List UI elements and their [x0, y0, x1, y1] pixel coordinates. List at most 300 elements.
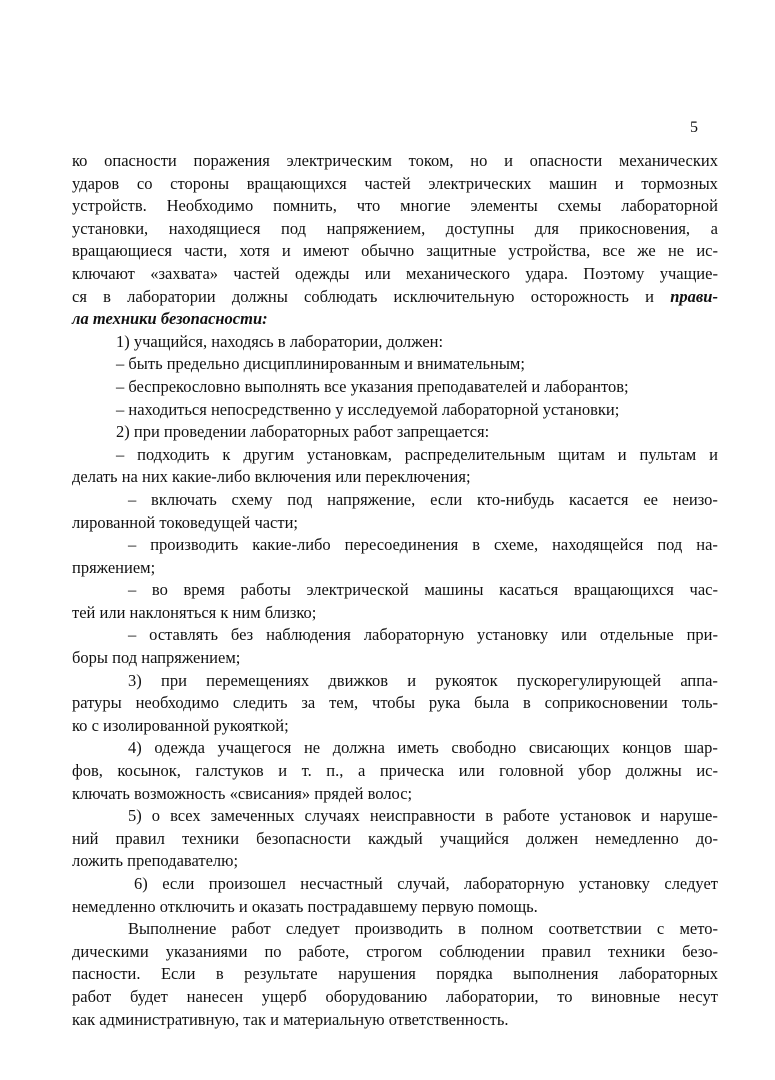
- word: час-: [689, 580, 718, 600]
- word: в: [472, 535, 481, 555]
- word: защитные: [426, 241, 497, 261]
- word: исследуемой: [347, 399, 442, 419]
- text-line: [72, 963, 718, 986]
- word: головной: [499, 761, 564, 781]
- word: –: [116, 444, 125, 464]
- word: техники: [181, 828, 240, 848]
- word: оставлять: [149, 625, 219, 645]
- word: если: [430, 489, 463, 509]
- text-line: [72, 579, 718, 602]
- word: под: [281, 218, 306, 238]
- word: ним: [232, 602, 265, 622]
- word: одежда: [154, 738, 205, 758]
- word: на-: [696, 535, 718, 555]
- word: при: [133, 422, 164, 442]
- word: нарушения: [338, 964, 416, 984]
- word: установки,: [72, 218, 149, 238]
- word: для: [534, 218, 559, 238]
- word: о: [151, 806, 161, 826]
- word: свисающих: [528, 738, 610, 758]
- word: следить: [232, 693, 288, 713]
- text-line: [72, 918, 718, 941]
- word: без: [230, 625, 254, 645]
- word: должна: [332, 738, 385, 758]
- word: случаях: [304, 806, 360, 826]
- word: фов,: [72, 761, 103, 781]
- word: подходить: [137, 444, 210, 464]
- word: административную,: [99, 1009, 244, 1029]
- word: оказать: [251, 896, 308, 916]
- word: близко;: [264, 602, 317, 622]
- word: отключить: [159, 896, 239, 916]
- word: лаборатории,: [289, 331, 387, 351]
- word: оборудованию: [325, 986, 428, 1006]
- text-line: [72, 308, 718, 331]
- word: –: [128, 535, 137, 555]
- text-line: [72, 218, 718, 241]
- text-line: [72, 647, 718, 670]
- word: произошел: [208, 874, 286, 893]
- word: устройств.: [72, 196, 147, 216]
- word: безо-: [682, 941, 718, 961]
- word: электрическим: [286, 151, 392, 170]
- word: 1): [116, 331, 134, 351]
- text-line: [72, 173, 718, 196]
- word: поражения: [193, 151, 270, 170]
- word: техники: [608, 941, 666, 961]
- text-line: [72, 670, 718, 693]
- word: пультам: [639, 444, 697, 464]
- word: вращающиеся: [72, 241, 172, 261]
- word: с: [91, 715, 104, 735]
- word: шар-: [684, 738, 718, 758]
- word: ко: [72, 151, 88, 170]
- text-line: [72, 557, 718, 580]
- word: обычно: [361, 241, 415, 261]
- word: волос;: [367, 783, 413, 803]
- word: щитам: [558, 444, 605, 464]
- word: переключения;: [365, 467, 471, 487]
- word: концов: [622, 738, 672, 758]
- text-line: [72, 715, 718, 738]
- word: должен: [526, 828, 579, 848]
- word: опасности: [529, 151, 603, 170]
- text-line: [72, 286, 718, 309]
- word: опасности: [104, 151, 177, 170]
- word: –: [116, 354, 129, 374]
- word: вращающихся: [573, 580, 674, 600]
- word: установки;: [542, 399, 620, 419]
- word: ко: [72, 715, 92, 735]
- word: то: [557, 986, 573, 1006]
- word: свободно: [451, 738, 517, 758]
- word: находясь: [211, 331, 278, 351]
- word: же: [637, 241, 656, 261]
- word: к: [222, 444, 231, 464]
- word: и: [617, 444, 627, 464]
- word: во: [151, 580, 168, 600]
- text-line: [72, 828, 718, 851]
- word: вращающихся: [246, 173, 347, 193]
- text-line: [72, 263, 718, 286]
- word: ключают: [72, 263, 135, 283]
- word: результате: [244, 964, 318, 984]
- word: каждый: [367, 828, 423, 848]
- word: Необходимо: [166, 196, 254, 216]
- word: ущерб: [261, 986, 307, 1006]
- word: электрических: [428, 173, 532, 193]
- word: какие-либо: [252, 535, 331, 555]
- word: механических: [618, 151, 718, 170]
- word: доступны: [445, 218, 515, 238]
- word: лабораторную: [363, 625, 465, 645]
- word: лабораторной: [441, 399, 543, 419]
- word: стороны: [170, 173, 230, 193]
- text-line: [72, 399, 718, 422]
- word: установкам,: [306, 444, 392, 464]
- word: работ: [353, 422, 397, 442]
- word: всех: [170, 806, 201, 826]
- text-line: [72, 805, 718, 828]
- word: время: [183, 580, 225, 600]
- word: в: [215, 964, 224, 984]
- word: –: [128, 580, 137, 600]
- word: исключительную: [393, 286, 515, 306]
- text-line: [72, 783, 718, 806]
- word: ис-: [696, 241, 718, 261]
- word: к: [220, 602, 233, 622]
- word: движков: [328, 670, 389, 690]
- word: одежды: [295, 263, 350, 283]
- word: или: [335, 467, 366, 487]
- word: пряжением;: [72, 557, 156, 577]
- word: или: [561, 625, 587, 645]
- word: следует: [664, 874, 718, 893]
- text-line: [72, 421, 718, 444]
- word: и: [281, 241, 291, 261]
- page-number: 5: [690, 119, 698, 136]
- word: предельно: [166, 354, 244, 374]
- word: перемещениях: [206, 670, 310, 690]
- word: косынок,: [117, 761, 181, 781]
- text-line: [72, 150, 718, 173]
- word: наруше-: [659, 806, 718, 826]
- word: иметь: [397, 738, 439, 758]
- word: по: [264, 941, 282, 961]
- word: порядка: [436, 964, 493, 984]
- word: толь-: [681, 693, 718, 713]
- word: машины: [424, 580, 484, 600]
- word: имеют: [302, 241, 349, 261]
- word: и: [238, 896, 252, 916]
- word: нанесен: [186, 986, 244, 1006]
- word: включать: [151, 489, 217, 509]
- word: 6): [134, 874, 148, 893]
- word: –: [128, 625, 137, 645]
- word: правил: [115, 828, 165, 848]
- word: замеченных: [210, 806, 295, 826]
- word: рукояток: [435, 670, 498, 690]
- word: током,: [408, 151, 454, 170]
- word: схеме,: [493, 535, 539, 555]
- word: до-: [695, 828, 718, 848]
- word: ний: [72, 828, 99, 848]
- word: соответствии: [548, 919, 642, 939]
- word: помощь.: [477, 896, 538, 916]
- word: тормозных: [641, 173, 718, 193]
- word: лаборатории,: [445, 986, 539, 1006]
- text-line: [72, 466, 718, 489]
- word: должны: [625, 761, 682, 781]
- word: безопасности: [256, 828, 351, 848]
- word: строгом: [366, 941, 423, 961]
- word: за: [301, 693, 316, 713]
- word: напряжением,: [326, 218, 426, 238]
- word: необходимо: [135, 693, 220, 713]
- word: все: [602, 241, 626, 261]
- word: учащие-: [659, 263, 718, 283]
- word: указаниями: [165, 941, 248, 961]
- word: указания: [350, 376, 418, 396]
- word: электрической: [306, 580, 409, 600]
- text-line: [72, 941, 718, 964]
- text-line: [72, 896, 718, 919]
- word: и: [614, 173, 624, 193]
- word: и: [278, 761, 288, 781]
- word: 3): [128, 670, 142, 690]
- text-line: [72, 602, 718, 625]
- word: другим: [243, 444, 295, 464]
- word: выполнять: [244, 376, 324, 396]
- word: установку: [476, 625, 549, 645]
- word: схемы: [557, 196, 602, 216]
- text-line: [72, 534, 718, 557]
- word: при: [160, 670, 187, 690]
- word: прическа: [379, 761, 445, 781]
- word: многие: [400, 196, 451, 216]
- word: Если: [160, 964, 196, 984]
- word: хотя: [239, 241, 270, 261]
- word: распределительным: [404, 444, 546, 464]
- word: лаборантов;: [544, 376, 629, 396]
- text-line: [72, 240, 718, 263]
- word: ложить: [72, 851, 128, 871]
- word: не: [667, 241, 685, 261]
- word: на: [121, 467, 142, 487]
- word: и: [645, 286, 655, 306]
- word: ответственность.: [388, 1009, 509, 1029]
- text-line: [72, 195, 718, 218]
- text-line: [72, 737, 718, 760]
- word: соблюдении: [439, 941, 525, 961]
- word: –: [116, 399, 129, 419]
- word: аппа-: [680, 670, 718, 690]
- word: в: [103, 286, 111, 306]
- word: чтобы: [372, 693, 416, 713]
- word: 2): [116, 422, 134, 442]
- emphasis-word: безопасности:: [160, 309, 268, 329]
- word: пасности.: [72, 964, 141, 984]
- word: Поэтому: [583, 263, 645, 283]
- word: ис-: [696, 761, 718, 781]
- word: выполнения: [513, 964, 599, 984]
- word: быть: [128, 354, 167, 374]
- word: напряжением;: [141, 648, 241, 668]
- word: должен:: [386, 331, 444, 351]
- text-line: [72, 1009, 718, 1032]
- word: осторожность: [530, 286, 629, 306]
- word: и: [641, 806, 650, 826]
- word: –: [116, 376, 129, 396]
- text-line: [72, 512, 718, 535]
- word: со: [136, 173, 153, 193]
- text-line: [72, 760, 718, 783]
- word: с: [656, 919, 665, 939]
- text-line: [72, 353, 718, 376]
- word: если: [162, 874, 195, 893]
- text-line: [72, 850, 718, 873]
- word: беспрекословно: [128, 376, 245, 396]
- word: ее: [643, 489, 658, 509]
- word: включения: [254, 467, 336, 487]
- word: боры: [72, 648, 113, 668]
- word: пересоединения: [344, 535, 459, 555]
- text-line: [72, 986, 718, 1009]
- word: ратуры: [72, 693, 122, 713]
- word: так: [243, 1009, 271, 1029]
- word: немедленно: [595, 828, 679, 848]
- word: в: [485, 806, 494, 826]
- word: тей: [72, 602, 100, 622]
- word: какие-либо: [172, 467, 255, 487]
- word: находиться: [128, 399, 211, 419]
- word: 4): [128, 738, 142, 758]
- word: дическими: [72, 941, 149, 961]
- word: все: [323, 376, 351, 396]
- word: работе,: [298, 941, 350, 961]
- word: как: [72, 1009, 100, 1029]
- text-line: [72, 873, 718, 896]
- word: рукояткой;: [213, 715, 289, 735]
- word: касаться: [499, 580, 559, 600]
- emphasis-word: прави-: [670, 286, 718, 306]
- word: виновные: [591, 986, 661, 1006]
- word: убор: [578, 761, 612, 781]
- word: пускорегулирующей: [516, 670, 662, 690]
- word: а: [357, 761, 366, 781]
- word: неизо-: [672, 489, 718, 509]
- word: кто-нибудь: [477, 489, 555, 509]
- word: преподавателю;: [127, 851, 239, 871]
- word: прикосновения,: [579, 218, 691, 238]
- word: и: [404, 354, 418, 374]
- word: установку: [578, 874, 650, 893]
- word: работ: [231, 919, 271, 939]
- word: лабораторной: [621, 196, 718, 216]
- text-line: [72, 376, 718, 399]
- word: соприкосновении: [544, 693, 668, 713]
- word: лаборатории: [127, 286, 216, 306]
- word: галстуков: [195, 761, 264, 781]
- word: в: [277, 331, 290, 351]
- word: отдельные: [599, 625, 674, 645]
- word: немедленно: [72, 896, 160, 916]
- word: ключать: [72, 783, 135, 803]
- word: производить: [354, 919, 443, 939]
- word: или: [364, 263, 391, 283]
- word: установок: [559, 806, 631, 826]
- word: ся: [72, 286, 87, 306]
- word: а: [710, 218, 718, 238]
- word: соблюдать: [304, 286, 378, 306]
- text-line: [72, 624, 718, 647]
- word: но: [470, 151, 488, 170]
- word: ударов: [72, 173, 120, 193]
- word: будет: [129, 986, 168, 1006]
- word: Выполнение: [128, 919, 217, 939]
- text-line: [72, 444, 718, 467]
- word: токоведущей: [159, 512, 255, 532]
- word: первую: [421, 896, 478, 916]
- word: лабораторных: [618, 964, 718, 984]
- word: удара.: [525, 263, 568, 283]
- word: пострадавшему: [307, 896, 422, 916]
- word: лабораторных: [250, 422, 354, 442]
- word: и: [709, 444, 718, 464]
- emphasis-word: техники: [92, 309, 161, 329]
- word: т.: [301, 761, 312, 781]
- word: делать: [72, 467, 122, 487]
- word: наклоняться: [129, 602, 221, 622]
- emphasis-word: ла: [72, 309, 93, 329]
- word: производить: [150, 535, 239, 555]
- word: или: [458, 761, 485, 781]
- word: частей: [233, 263, 280, 283]
- word: или: [99, 602, 130, 622]
- word: преподавателей: [417, 376, 532, 396]
- word: под: [657, 535, 683, 555]
- text-line: [72, 489, 718, 512]
- word: касается: [568, 489, 629, 509]
- word: неисправности: [369, 806, 476, 826]
- word: п.,: [326, 761, 344, 781]
- body-text: [72, 150, 718, 1031]
- word: находящейся: [552, 535, 644, 555]
- word: схему: [231, 489, 273, 509]
- word: учащегося: [217, 738, 292, 758]
- word: напряжение,: [327, 489, 416, 509]
- word: под: [287, 489, 313, 509]
- word: тем,: [329, 693, 359, 713]
- word: должны: [231, 286, 288, 306]
- word: запрещается:: [396, 422, 490, 442]
- word: помнить,: [273, 196, 337, 216]
- word: правил: [541, 941, 592, 961]
- word: работы: [240, 580, 291, 600]
- word: устройства,: [508, 241, 591, 261]
- word: наблюдения: [266, 625, 351, 645]
- word: прядей: [314, 783, 368, 803]
- word: и: [407, 670, 417, 690]
- word: учащийся: [439, 828, 509, 848]
- word: возможность: [134, 783, 230, 803]
- word: мето-: [679, 919, 718, 939]
- word: элементы: [470, 196, 538, 216]
- word: внимательным;: [417, 354, 525, 374]
- word: несчастный: [300, 874, 383, 893]
- word: непосредственно: [210, 399, 336, 419]
- word: «свисания»: [229, 783, 315, 803]
